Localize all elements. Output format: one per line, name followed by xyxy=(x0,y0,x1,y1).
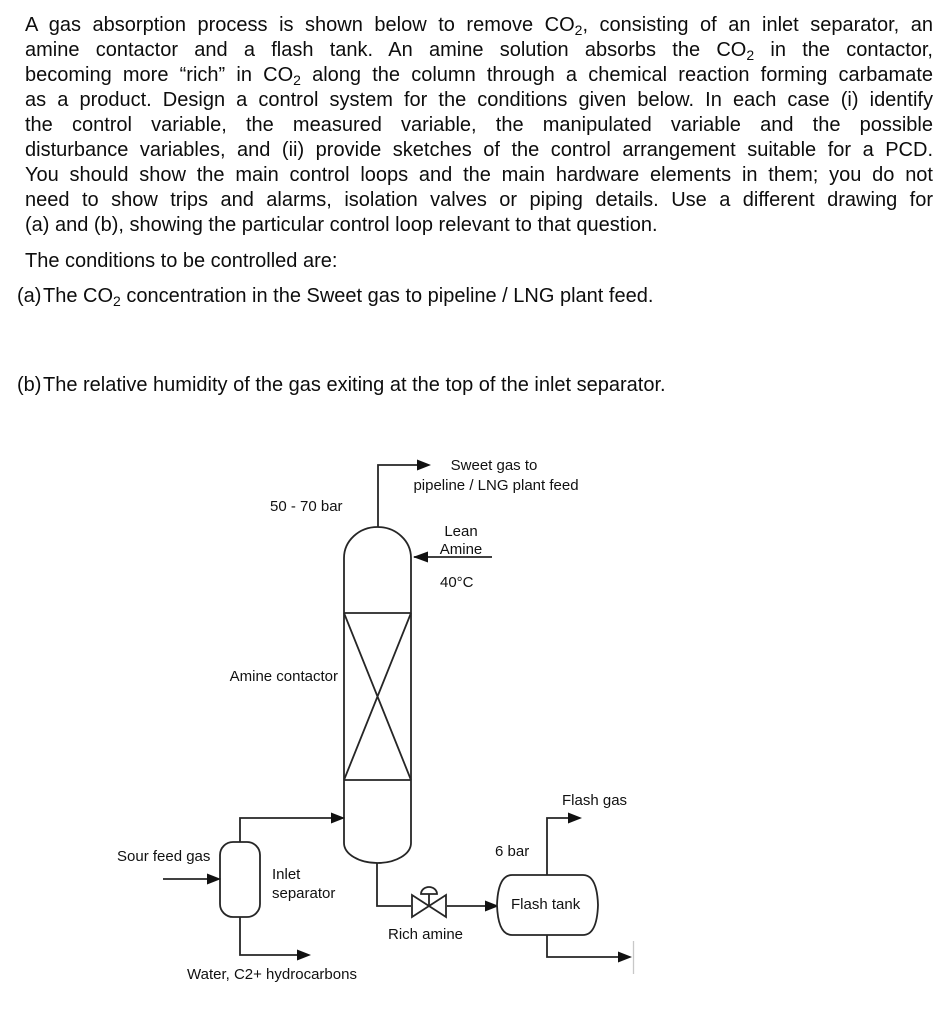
sour-feed-gas-label: Sour feed gas xyxy=(117,848,211,865)
sour-feed-arrowhead-icon xyxy=(207,874,221,885)
inlet-separator-label-line1: Inlet xyxy=(272,866,301,883)
sweet-gas-arrowhead-icon xyxy=(417,460,431,471)
paragraph-line: You should show the main control loops and the main hardware elements in them; you do not xyxy=(25,164,933,186)
control-valve-icon xyxy=(412,887,446,917)
lean-amine-label-line1: Lean xyxy=(444,523,478,540)
sweet-gas-label-line1: Sweet gas to xyxy=(450,457,538,474)
flash-tank-bottoms-line xyxy=(547,935,618,957)
item-b-label: (b) xyxy=(17,374,42,396)
paragraph-line: need to show trips and alarms, isolation valves or piping details. Use a different drawing for xyxy=(25,189,933,211)
sweet-gas-label-line2: pipeline / LNG plant feed xyxy=(413,477,579,494)
flash-tank-label: Flash tank xyxy=(511,896,581,913)
conditions-heading: The conditions to be controlled are: xyxy=(25,250,338,272)
paragraph-line: A gas absorption process is shown below to remove $CO_2$, consisting of an inlet separator, an xyxy=(25,14,933,38)
flash-bottoms-arrowhead-icon xyxy=(618,952,632,963)
flash-pressure-label: 6 bar xyxy=(495,843,530,860)
rich-amine-line xyxy=(377,863,411,906)
separator-to-contactor-line xyxy=(240,818,331,842)
flash-gas-line xyxy=(547,818,568,875)
paragraph-line: becoming more “rich” in $CO_2$ along the column through a chemical reaction forming carbamate xyxy=(25,64,933,88)
bottoms-arrowhead-icon xyxy=(297,950,311,961)
flash-gas-label: Flash gas xyxy=(562,792,628,809)
inlet-separator-label-line2: separator xyxy=(272,885,336,902)
paragraph-line: as a product. Design a control system for the conditions given below. In each case (i) identify xyxy=(25,89,933,111)
separator-bottoms-line xyxy=(240,917,297,955)
contactor-pressure-label: 50 - 70 bar xyxy=(270,498,343,515)
paragraph-line: amine contactor and a flash tank. An amine solution absorbs the $CO_2$ in the contactor, xyxy=(25,39,933,63)
water-hydrocarbons-label: Water, C2+ hydrocarbons xyxy=(187,966,357,983)
item-b-text: The relative humidity of the gas exiting at the top of the inlet separator. xyxy=(43,374,666,396)
paragraph-line: disturbance variables, and (ii) provide sketches of the control arrangement suitable for a PCD. xyxy=(25,139,933,161)
item-a-label: (a) xyxy=(17,285,42,307)
amine-contactor-label: Amine contactor xyxy=(229,668,338,685)
item-a-text: The $CO_2$ concentration in the Sweet gas to pipeline / LNG plant feed. xyxy=(43,285,654,309)
paragraph-line: (a) and (b), showing the particular control loop relevant to that question. xyxy=(25,214,658,236)
inlet-separator-vessel xyxy=(220,842,260,917)
flash-gas-arrowhead-icon xyxy=(568,813,582,824)
rich-amine-label: Rich amine xyxy=(388,926,464,943)
lean-amine-label-line2: Amine xyxy=(439,541,483,558)
lean-amine-arrowhead-icon xyxy=(413,552,428,563)
paragraph-line: the control variable, the measured variable, the manipulated variable and the possible xyxy=(25,114,933,136)
contactor-feed-arrowhead-icon xyxy=(331,813,345,824)
lean-amine-temp-label: 40°C xyxy=(440,574,474,591)
sweet-gas-line xyxy=(378,465,417,527)
